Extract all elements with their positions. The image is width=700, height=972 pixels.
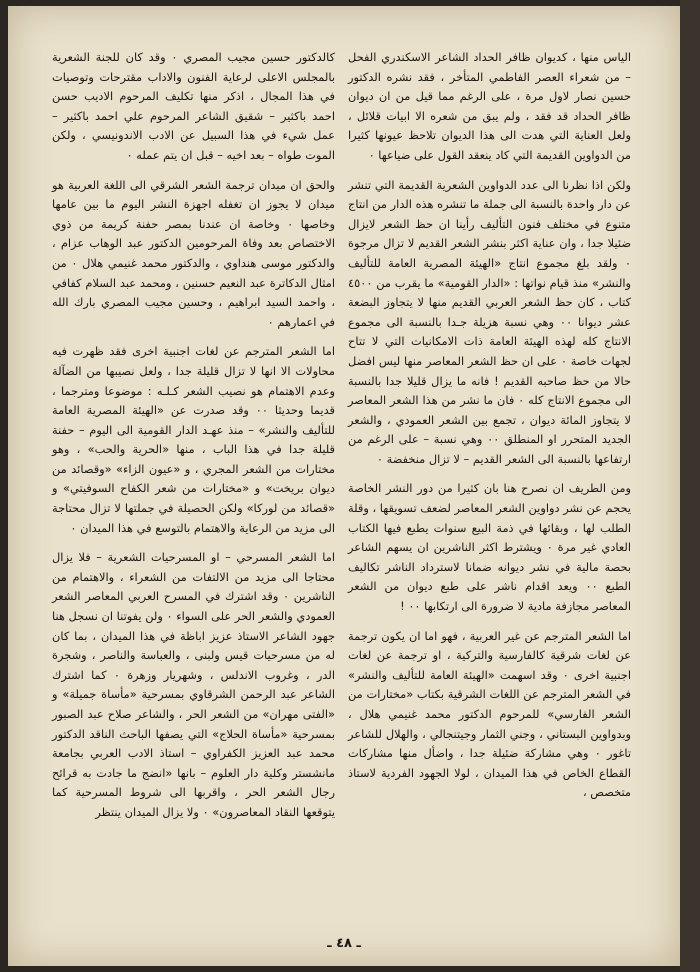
document-page [8, 6, 680, 966]
paragraph: اما الشعر المسرحي – او المسرحيات الشعرية – فلا يزال محتاجا الى مزيد من الالتفات من الشعراء ، والاهتمام من الناشرين ۰ وقد اشترك في المسرح العربي المعاصر الشعر العمودي والشعر الحر على السواء ۰ ولن يفوتنا ان نسجل هنا جهود الشاعر الاستاذ عزيز اباظة في هذا الميدان ، بما كان له من مسرحيات قيس ولبنى ، والعباسة والناصر ، وشجرة الدر ، وغروب الاندلس ، وشهريار وزهرة ۰ كما اشترك الشاعر عبد الرحمن الشرقاوي بمسرحية «مأساة جميلة» و «الفتى مهران» من الشعر الحر ، والشاعر صلاح عبد الصبور بمسرحية «مأساة الحلاج» التي يصفها الباحث الناقد الدكتور محمد عبد العزيز الكفراوي – استاذ الادب العربي بجامعة مانشستر وكلية دار العلوم – بانها «انضج ما جادت به قرائح رجال الشعر الحر ، واقربها الى شروط المسرحية كما يتوقعها النقاد المعاصرون» ۰ ولا يزال الميدان ينتظر [52, 550, 335, 819]
paragraph: اما الشعر المترجم عن لغات اجنبية اخرى فقد ظهرت فيه محاولات الا انها لا تزال قليلة جدا ، ولعل نصيبها من الضآلة وعدم الاهتمام هو نصيب الشعر كـلـه : موضوعا ومترجما ، قديما وحديثا ۰۰ وقد صدرت عن «الهيئة المصرية العامة للتأليف والنشر» – منذ عهـد الدار القومية الى اليوم – حفنة قليلة جدا في هذا الباب ، منها «الحرية والحب» ، وهو مختارات من الشعر المجري ، و «عيون الزاء» «وقصائد من ديوان بريخت» و «مختارات من شعر الكفاح السوفيتي» و «قصائد من لوركا» ولكن الحصيلة في جملتها لا تزال محتاجة الى مزيد من الرعاية والاهتمام بالتوسع في هذا الميدان ۰ [52, 344, 335, 535]
paragraph: كالدكتور حسين مجيب المصري ۰ وقد كان للجنة الشعرية بالمجلس الاعلى لرعاية الفنون والاداب مقترحات وتوصيات في هذا المجال ، اذكر منها تكليف المرحوم الاديب حسن احمد باكثير – شقيق الشاعر المرحوم علي احمد باكثير – عمل شيء في هذا السبيل عن الادب الاندونيسي ، ولكن الموت طواه – بعد اخيه – قبل ان يتم عمله ۰ [52, 50, 335, 162]
left-column [52, 48, 335, 833]
paragraph: ومن الطريف ان نصرح هنا بان كثيرا من دور النشر الخاصة يحجم عن نشر دواوين الشعر المعاصر لضعف تسويقها ، وقلة الطلب لها ، وبقائها في ذمة البيع سنوات يطبع فيها الكتاب العادي غير مرة ۰ ويشترط اكثر الناشرين ان يسهم الشاعر بحصة مالية في نشر ديوانه ضمانا لاسترداد الناشر تكاليف الطبع ۰۰ ويعد اقدام ناشر على طبع ديوان من الشعر المعاصر مجازفة مادية لا ضرورة الى ارتكابها ۰۰ ! [348, 481, 631, 614]
right-column [348, 48, 631, 813]
page-number: ـ ٤٨ ـ [327, 936, 361, 951]
background-edge [680, 0, 700, 972]
paragraph: اما الشعر المترجم عن غير العربية ، فهو اما ان يكون ترجمة عن لغات شرقية كالفارسية والتركية ، او ترجمة عن لغات اجنبية اخرى ۰ وقد اسهمت «الهيئة العامة للتأليف والنشر» في الشعر المترجم عن اللغات الشرقية بكتاب «مختارات من الشعر الفارسي» للمرحوم الدكتور محمد غنيمي هلال ، وبدواوين البستاني ، وجني الثمار وجيتنجالي ، والهلال للشاعر تاغور ۰ وهي مشاركة ضئيلة جدا ، واضأل منها مشاركات القطاع الخاص في هذا الميدان ، لولا الجهود الفردية لاستاذ متخصص ، [348, 628, 631, 800]
paragraph: الياس منها ، كديوان ظافر الحداد الشاعر الاسكندري الفحل – من شعراء العصر الفاطمي المتأخر ، فقد نشره الدكتور حسين نصار لاول مرة ، على الرغم مما قيل من ان ديوان ظافر الحداد قد فقد ، ولم يبق من شعره الا ابيات قلائل ، ولعل العناية التي هدت الى هذا الديوان تلاحظ عيونها كثيرا من الدواوين القديمة التي كاد ينعقد القول على ضياعها ۰ [348, 50, 631, 162]
paragraph: والحق ان ميدان ترجمة الشعر الشرقي الى اللغة العربية هو ميدان لا يجوز ان تغفله اجهزة النشر اليوم ما بين عامها وخاصها ۰ وخاصة ان عندنا بمصر حفنة كريمة من ذوي الاختصاص بعد وفاة المرحومين الدكتور عبد الوهاب عزام ، والدكتور موسى هنداوي ، والدكتور محمد غنيمي هلال ۰ من امثال الدكاترة عبد النعيم حسنين ، ومحمد عبد السلام كفافي ، واحمد السيد ابراهيم ، وحسين مجيب المصري بارك الله في اعمارهم ۰ [52, 177, 335, 329]
paragraph: ولكن اذا نظرنا الى عدد الدواوين الشعرية القديمة التي تنشر عن دار واحدة بالنسبة الى جملة ما تنشره هذه الدار من انتاج متنوع في مختلف فنون التأليف رأينا ان حظ الشعر لايزال ضئيلا جدا ، وان عناية اكثر بنشر الشعر القديم لا تزال مرجوة ۰ ولقد بلغ مجموع انتاج «الهيئة المصرية العامة للتأليف والنشر» منذ قيام نواتها : «الدار القومية» ما يقرب من ٤٥٠٠ كتاب ، كان حظ الشعر العربي القديم منها لا يتجاوز البضعة عشر ديوانا ۰۰ وهي نسبة هزيلة جـدا بالنسبة الى مجموع الانتاج كله لهذه الهيئة العامة ذات الامكانيات التي لا تتاح لجهات خاصة ۰ على ان حظ الشعر المعاصر منها ليس افضل حالا من حظ صاحبه القديم ! فانه ما يزال قليلا جدا بالنسبة الى مجموع الانتاج كله ۰ فان ما نشر من هذا الشعر المعاصر لا يتجاوز المائة ديوان ، تجمع بين الشعر العمودي ، والشعر الجديد المتحرر او المنطلق ۰۰ وهي نسبة – على الرغم من ارتفاعها بالنسبة الى الشعر القديم – لا تزال منخفضة ۰ [348, 177, 631, 466]
